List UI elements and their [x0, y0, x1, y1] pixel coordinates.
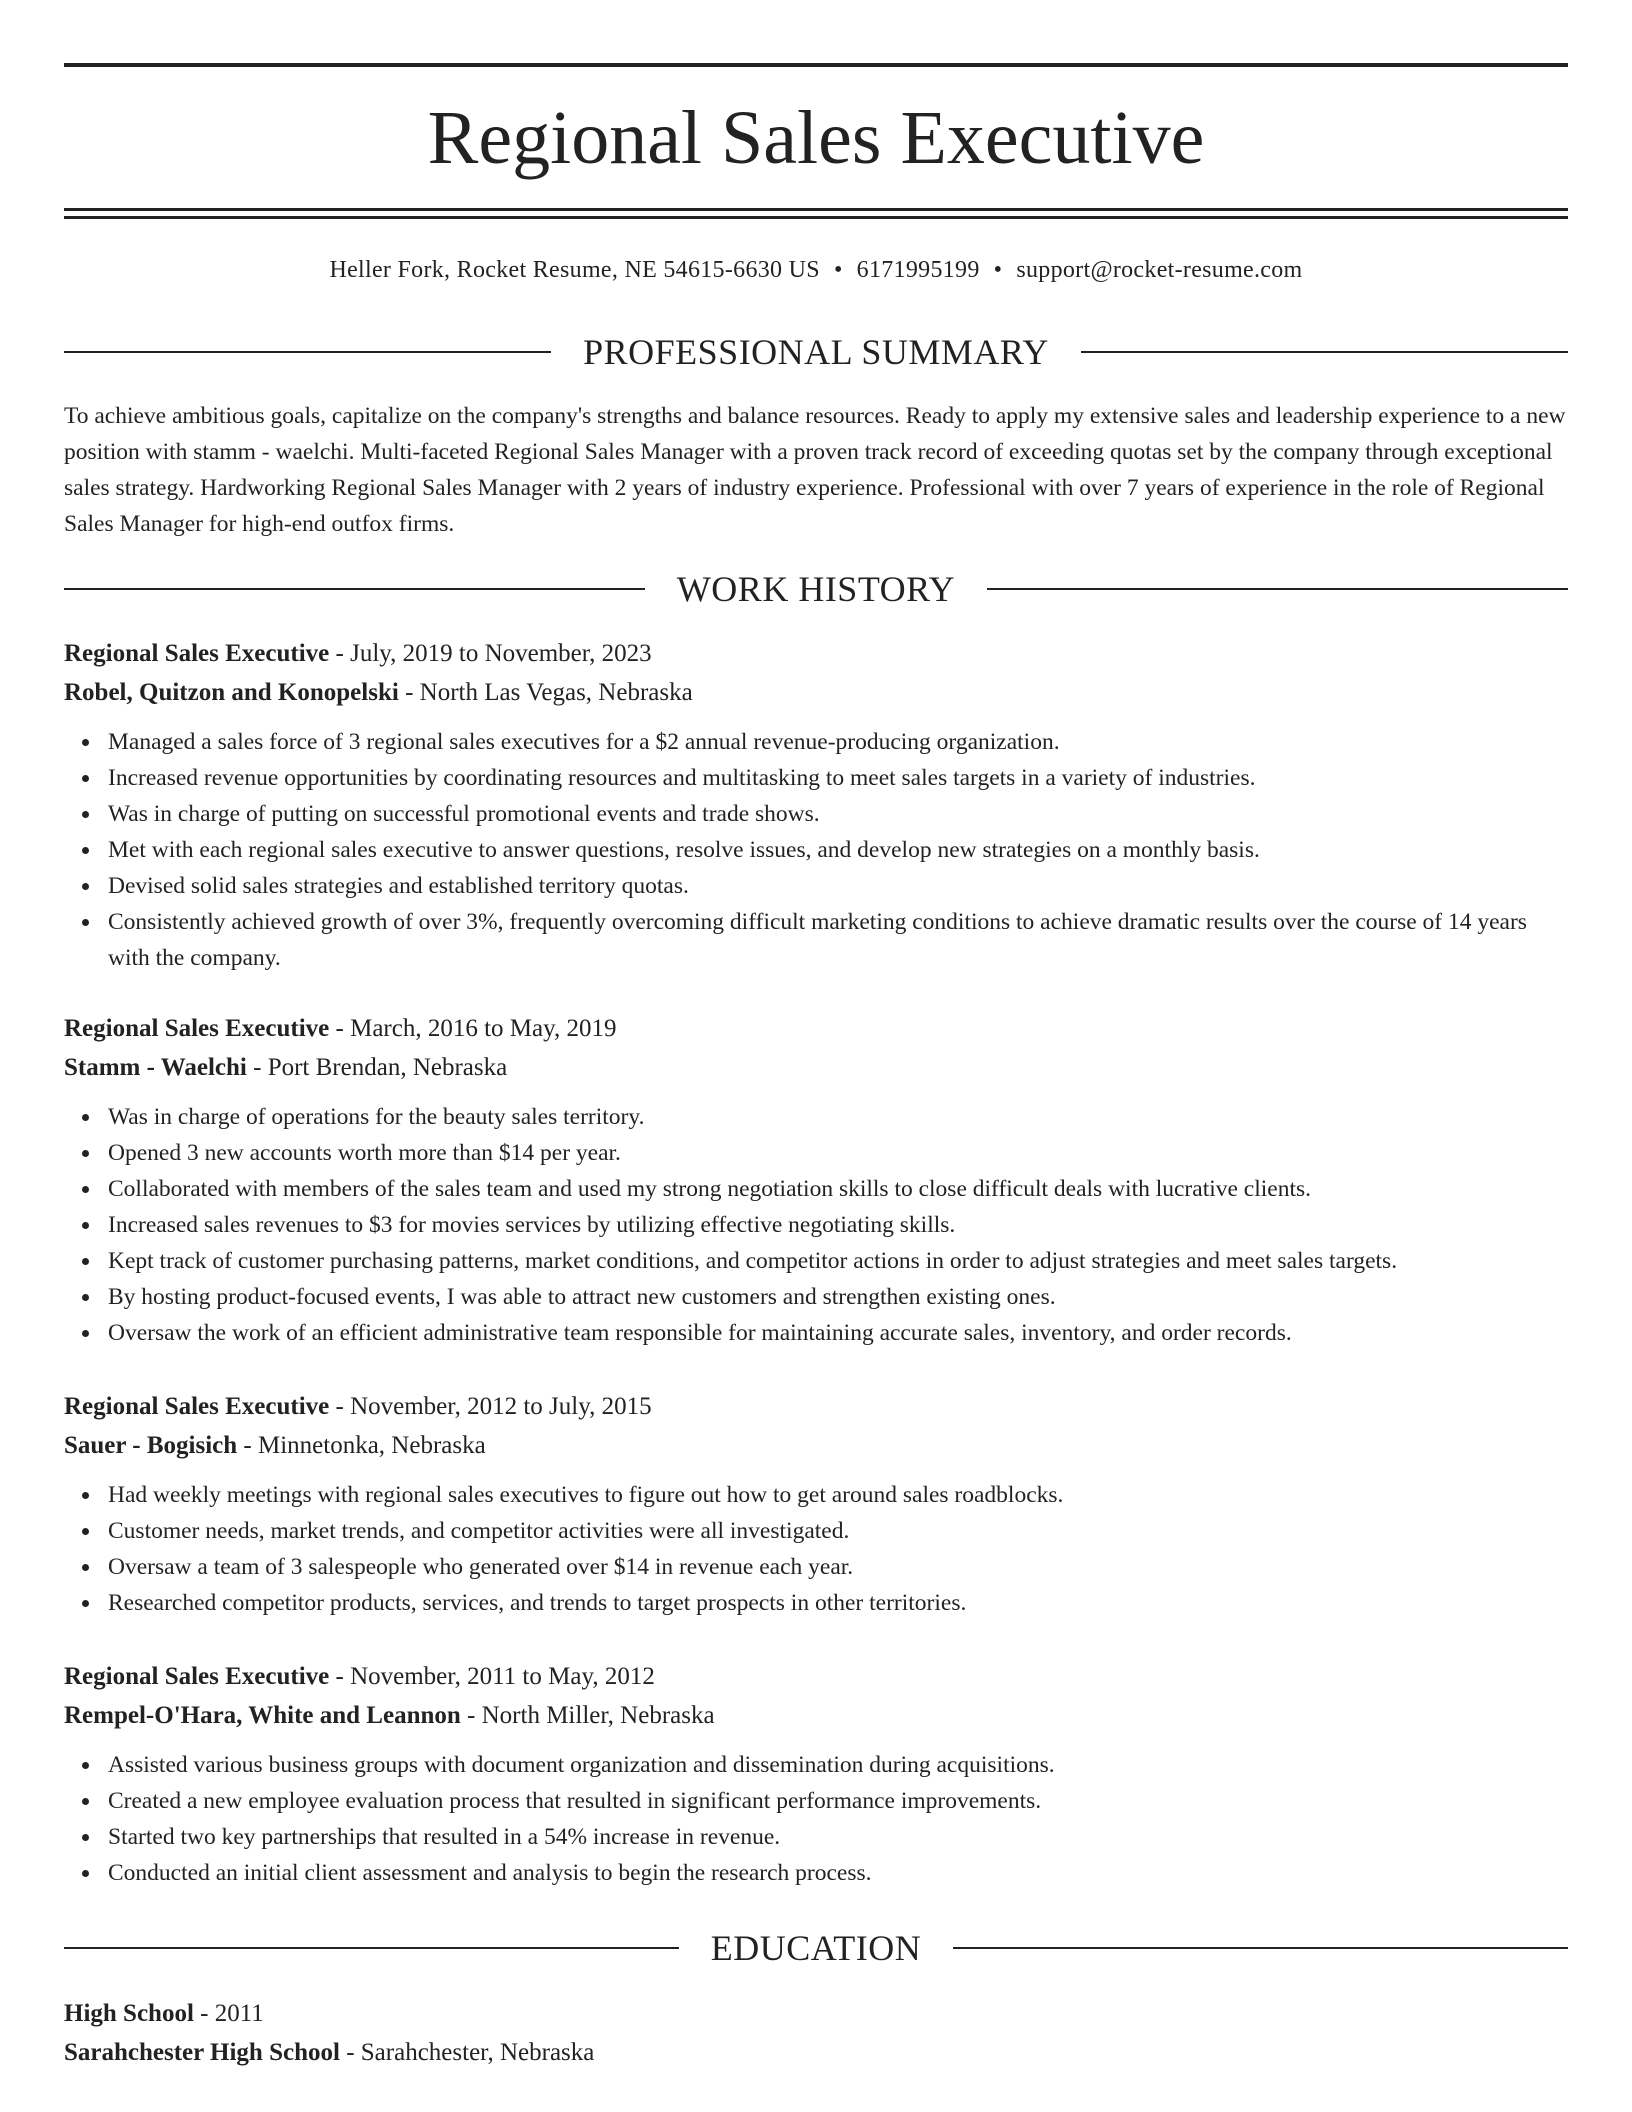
heading-rule-left: [64, 351, 551, 353]
heading-rule-left: [64, 588, 645, 590]
job-bullets: [64, 1477, 1568, 1621]
top-rule: [64, 63, 1568, 67]
job-entry: [64, 1009, 1568, 1351]
job-bullet: Devised solid sales strategies and established territory quotas.: [108, 868, 1568, 904]
job-role: Regional Sales Executive: [64, 1393, 330, 1420]
job-bullet: Had weekly meetings with regional sales executives to figure out how to get around sales roadblocks.: [108, 1477, 1568, 1513]
heading-rule-right: [987, 588, 1568, 590]
job-bullet: Was in charge of putting on successful promotional events and trade shows.: [108, 796, 1568, 832]
section-heading-label: PROFESSIONAL SUMMARY: [583, 332, 1049, 372]
contact-separator: •: [993, 257, 1003, 283]
education-degree: High School: [64, 2000, 194, 2027]
heading-rule-left: [64, 1947, 679, 1949]
job-bullet: Consistently achieved growth of over 3%, frequently overcoming difficult marketing conditions to achieve dramatic results over the course of 14 years with the company.: [108, 904, 1568, 976]
contact-phone: 6171995199: [856, 257, 980, 283]
job-bullets: [64, 1099, 1568, 1351]
title-double-rule-upper: [64, 208, 1568, 211]
job-company-line: [64, 1048, 1568, 1087]
job-dates: - November, 2012 to July, 2015: [329, 1393, 652, 1420]
summary-text: To achieve ambitious goals, capitalize on the company's strengths and balance resources. Ready to apply my extensive sales and leadership experience to a new position with stamm - waelchi. Multi-faceted Regional Sales Manager with a proven track record of exceeding quotas set by the company through exceptional sales strategy. Hardworking Regional Sales Manager with 2 years of industry experience. Professional with over 7 years of experience in the role of Regional Sales Manager for high-end outfox firms.: [64, 403, 1566, 537]
job-bullet: Met with each regional sales executive to answer questions, resolve issues, and develop new strategies on a monthly basis.: [108, 832, 1568, 868]
education-year: - 2011: [193, 2000, 264, 2027]
job-bullet: Started two key partnerships that resulted in a 54% increase in revenue.: [108, 1819, 1568, 1855]
job-bullet: Assisted various business groups with document organization and dissemination during acquisitions.: [108, 1747, 1568, 1783]
section-heading-label: WORK HISTORY: [676, 569, 956, 609]
section-heading-summary: [64, 330, 1568, 374]
job-title-line: [64, 1657, 1568, 1696]
job-dates: - March, 2016 to May, 2019: [329, 1015, 617, 1042]
job-title-line: [64, 1387, 1568, 1426]
education-school-line: [64, 2033, 1568, 2072]
job-dates: - July, 2019 to November, 2023: [329, 640, 652, 667]
job-title-line: [64, 1009, 1568, 1048]
job-bullet: Created a new employee evaluation process that resulted in significant performance improvements.: [108, 1783, 1568, 1819]
section-heading-label: EDUCATION: [710, 1928, 922, 1968]
job-role: Regional Sales Executive: [64, 1663, 330, 1690]
job-entry: [64, 1387, 1568, 1621]
job-bullet: Researched competitor products, services, and trends to target prospects in other territories.: [108, 1585, 1568, 1621]
job-bullets: [64, 724, 1568, 976]
job-company-line: [64, 673, 1568, 712]
job-location: - North Miller, Nebraska: [460, 1702, 715, 1729]
education-degree-line: [64, 1994, 1568, 2033]
job-location: - Minnetonka, Nebraska: [237, 1432, 486, 1459]
contact-email: support@rocket-resume.com: [1016, 257, 1303, 283]
job-role: Regional Sales Executive: [64, 640, 330, 667]
job-bullet: Oversaw the work of an efficient administrative team responsible for maintaining accurate sales, inventory, and order records.: [108, 1315, 1568, 1351]
job-company: Stamm - Waelchi: [64, 1054, 247, 1081]
job-company-line: [64, 1426, 1568, 1465]
job-company: Rempel-O'Hara, White and Leannon: [64, 1702, 461, 1729]
job-bullet: Collaborated with members of the sales team and used my strong negotiation skills to close difficult deals with lucrative clients.: [108, 1171, 1568, 1207]
job-company-line: [64, 1696, 1568, 1735]
job-title-line: [64, 634, 1568, 673]
section-heading-work-history: [64, 567, 1568, 611]
job-bullet: Was in charge of operations for the beauty sales territory.: [108, 1099, 1568, 1135]
job-bullet: By hosting product-focused events, I was able to attract new customers and strengthen existing ones.: [108, 1279, 1568, 1315]
education-entry: [64, 1994, 1568, 2072]
job-bullet: Customer needs, market trends, and competitor activities were all investigated.: [108, 1513, 1568, 1549]
job-bullet: Kept track of customer purchasing patterns, market conditions, and competitor actions in order to adjust strategies and meet sales targets.: [108, 1243, 1568, 1279]
section-heading-education: [64, 1926, 1568, 1970]
title-double-rule-lower: [64, 216, 1568, 219]
job-location: - Port Brendan, Nebraska: [246, 1054, 508, 1081]
contact-address: Heller Fork, Rocket Resume, NE 54615-6630 US: [329, 257, 820, 283]
job-bullet: Increased sales revenues to $3 for movies services by utilizing effective negotiating skills.: [108, 1207, 1568, 1243]
job-dates: - November, 2011 to May, 2012: [329, 1663, 655, 1690]
heading-rule-right: [953, 1947, 1568, 1949]
job-bullet: Increased revenue opportunities by coordinating resources and multitasking to meet sales targets in a variety of industries.: [108, 760, 1568, 796]
job-company: Robel, Quitzon and Konopelski: [64, 679, 399, 706]
education-school: Sarahchester High School: [64, 2039, 340, 2066]
resume-title: Regional Sales Executive: [427, 96, 1205, 180]
contact-separator: •: [833, 257, 843, 283]
heading-rule-right: [1081, 351, 1568, 353]
job-entry: [64, 634, 1568, 976]
job-company: Sauer - Bogisich: [64, 1432, 238, 1459]
job-bullet: Managed a sales force of 3 regional sales executives for a $2 annual revenue-producing organization.: [108, 724, 1568, 760]
job-entry: [64, 1657, 1568, 1891]
job-bullet: Oversaw a team of 3 salespeople who generated over $14 in revenue each year.: [108, 1549, 1568, 1585]
job-bullet: Opened 3 new accounts worth more than $14 per year.: [108, 1135, 1568, 1171]
education-location: - Sarahchester, Nebraska: [339, 2039, 595, 2066]
job-location: - North Las Vegas, Nebraska: [398, 679, 693, 706]
job-bullets: [64, 1747, 1568, 1891]
contact-line: [64, 254, 1568, 286]
job-role: Regional Sales Executive: [64, 1015, 330, 1042]
job-bullet: Conducted an initial client assessment and analysis to begin the research process.: [108, 1855, 1568, 1891]
